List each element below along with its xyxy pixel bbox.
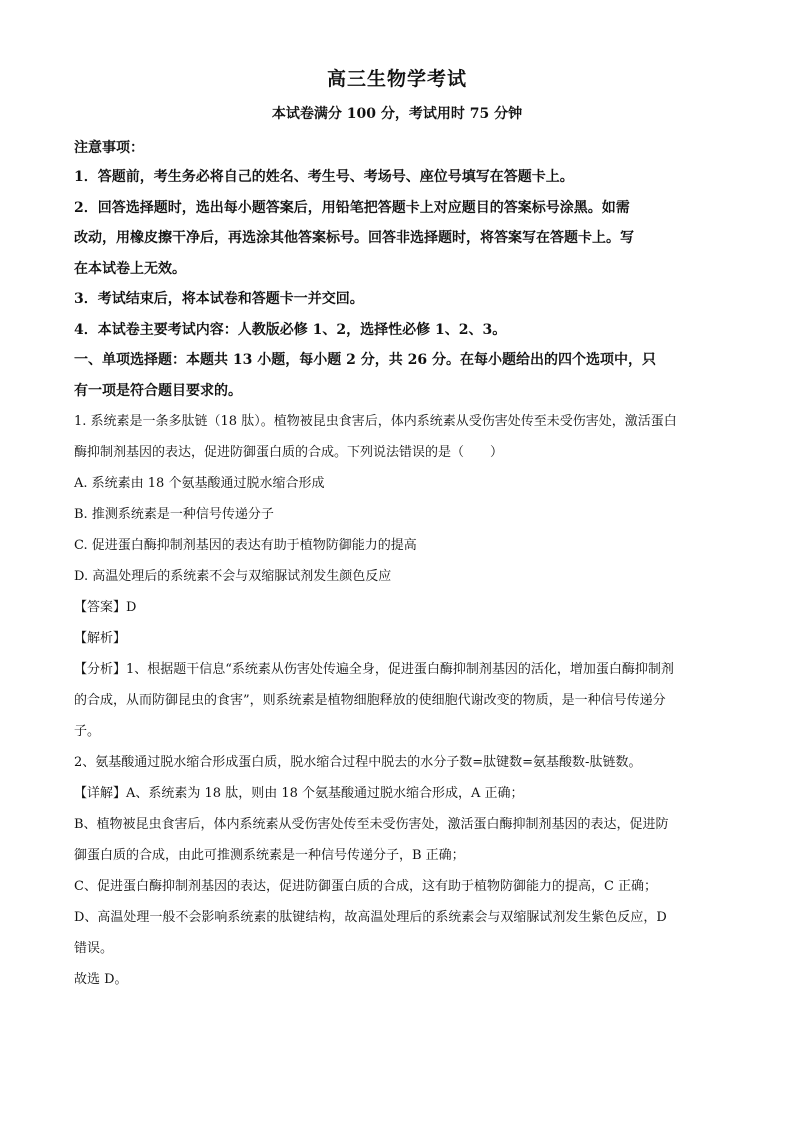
page-title: 高三生物学考试 <box>326 68 467 90</box>
notice-item: 3．考试结束后，将本试卷和答题卡一并交回。 <box>74 291 364 307</box>
analysis-line: C、促进蛋白酶抑制剂基因的表达，促进防御蛋白质的合成，这有助于植物防御能力的提高，C 正确； <box>74 879 658 894</box>
section-line: 有一项是符合题目要求的。 <box>74 382 242 399</box>
analysis-line: D、高温处理一般不会影响系统素的肽键结构，故高温处理后的系统素会与双缩脲试剂发生紫色反应，D <box>74 910 667 925</box>
notice-item: 改动，用橡皮擦干净后，再选涂其他答案标号。回答非选择题时，将答案写在答题卡上。写 <box>74 230 634 246</box>
analysis-line: 子。 <box>74 724 101 739</box>
analysis-line: 【分析】1、根据题干信息“系统素从伤害处传遍全身，促进蛋白酶抑制剂基因的活化，增加蛋白酶抑制剂 <box>74 662 674 677</box>
notice-heading: 注意事项： <box>74 140 144 156</box>
answer: 【答案】D <box>74 600 137 615</box>
notice-item: 在本试卷上无效。 <box>74 260 186 277</box>
option-c: C. 促进蛋白酶抑制剂基因的表达有助于植物防御能力的提高 <box>74 538 417 553</box>
option-a: A. 系统素由 18 个氨基酸通过脱水缩合形成 <box>74 476 325 491</box>
exam-page <box>74 64 720 995</box>
notice-block <box>74 134 720 345</box>
analysis-label: 【解析】 <box>74 631 127 646</box>
analysis-line: 【详解】A、系统素为 18 肽，则由 18 个氨基酸通过脱水缩合形成，A 正确； <box>74 786 524 801</box>
option-b: B. 推测系统素是一种信号传递分子 <box>74 507 274 522</box>
option-d: D. 高温处理后的系统素不会与双缩脲试剂发生颜色反应 <box>74 569 392 584</box>
question-stem: 1. 系统素是一条多肽链（18 肽）。植物被昆虫食害后，体内系统素从受伤害处传至未受伤害处，激活蛋白 <box>74 414 677 429</box>
notice-item: 2．回答选择题时，选出每小题答案后，用铅笔把答题卡上对应题目的答案标号涂黑。如需 <box>74 199 630 216</box>
question-1 <box>74 406 720 995</box>
analysis-line: 的合成，从而防御昆虫的食害”，则系统素是植物细胞释放的使细胞代谢改变的物质，是一种信号传递分 <box>74 693 666 708</box>
section-heading <box>74 345 720 406</box>
page-subtitle: 本试卷满分 100 分，考试用时 75 分钟 <box>271 106 523 122</box>
question-stem: 酶抑制剂基因的表达，促进防御蛋白质的合成。下列说法错误的是（ ） <box>74 445 504 460</box>
analysis-line: B、植物被昆虫食害后，体内系统素从受伤害处传至未受伤害处，激活蛋白酶抑制剂基因的表达，促进防 <box>74 817 669 832</box>
notice-item: 1．答题前，考生务必将自己的姓名、考生号、考场号、座位号填写在答题卡上。 <box>74 169 574 185</box>
notice-item: 4．本试卷主要考试内容：人教版必修 1、2，选择性必修 1、2、3。 <box>74 321 507 338</box>
analysis-line: 错误。 <box>74 941 114 956</box>
analysis-line: 御蛋白质的合成，由此可推测系统素是一种信号传递分子，B 正确； <box>74 848 465 863</box>
analysis-line: 故选 D。 <box>74 972 128 987</box>
section-line: 一、单项选择题：本题共 13 小题，每小题 2 分，共 26 分。在每小题给出的四个选项中，只 <box>74 352 656 368</box>
analysis-line: 2、氨基酸通过脱水缩合形成蛋白质，脱水缩合过程中脱去的水分子数=肽键数=氨基酸数-肽链数。 <box>74 755 642 770</box>
